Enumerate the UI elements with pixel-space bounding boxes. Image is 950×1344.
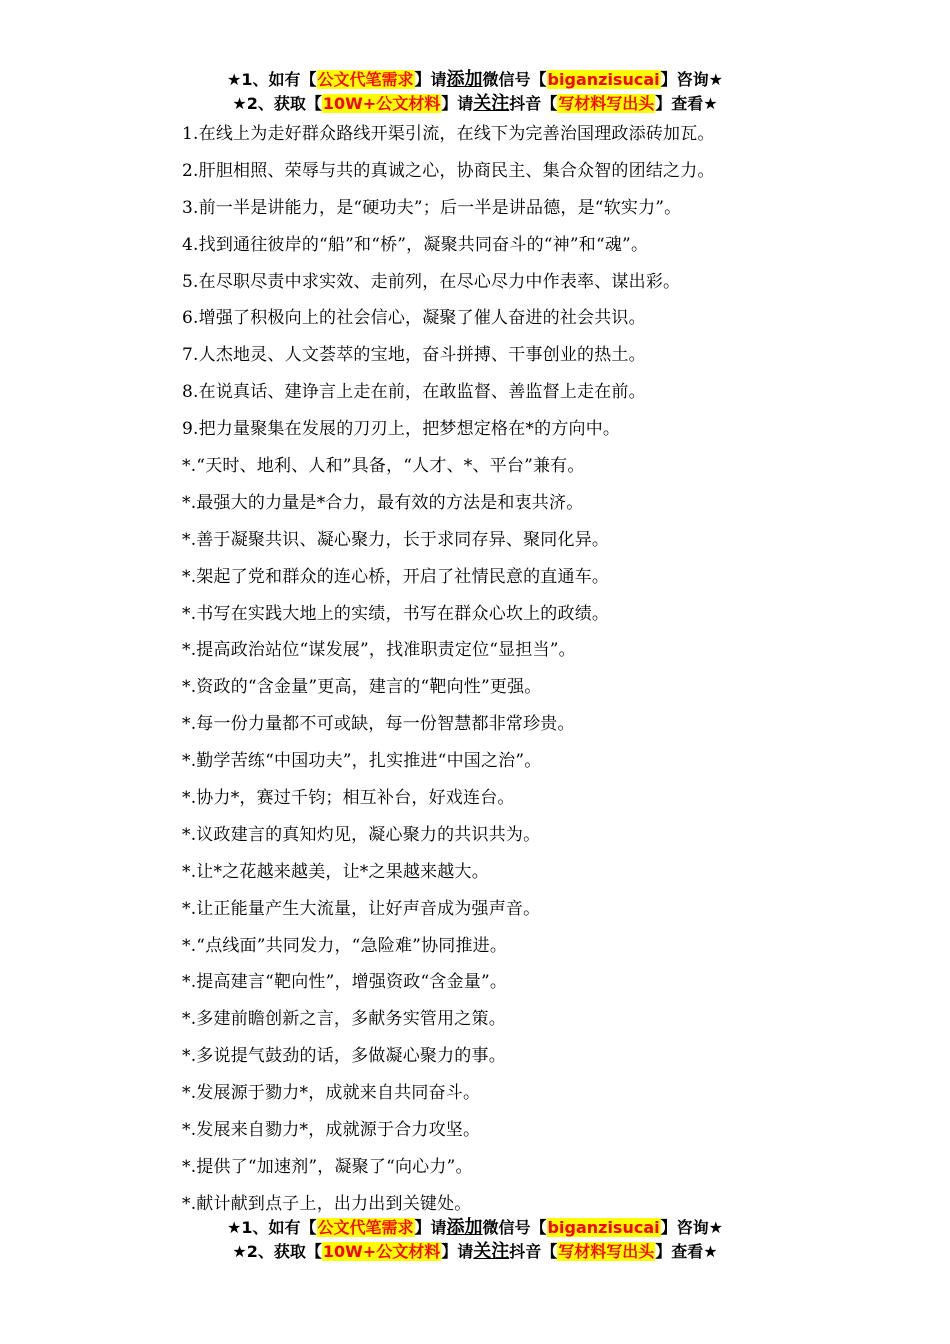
- promo-header: [0, 68, 950, 116]
- promo-underline: 关注: [473, 93, 510, 114]
- list-item: *.书写在实践大地上的实绩，书写在群众心坎上的政绩。: [182, 603, 610, 624]
- promo-text: ★1、如有【: [227, 70, 317, 89]
- list-item: 5.在尽职尽责中求实效、走前列，在尽心尽力中作表率、谋出彩。: [182, 271, 681, 292]
- list-item: 4.找到通往彼岸的“船”和“桥”，凝聚共同奋斗的“神”和“魂”。: [182, 234, 649, 255]
- list-item: 9.把力量聚集在发展的刀刃上，把梦想定格在*的方向中。: [182, 419, 621, 440]
- promo-text: ★2、获取【: [232, 94, 322, 113]
- promo-text: ★1、如有【: [227, 1218, 317, 1237]
- list-item: *.资政的“含金量”更高，建言的“靶向性”更强。: [182, 677, 542, 698]
- promo-underline: 添加: [446, 69, 483, 90]
- list-item: 2.肝胆相照、荣辱与共的真诚之心，协商民主、集合众智的团结之力。: [182, 160, 715, 181]
- promo-text: 】查看★: [655, 1242, 718, 1261]
- promo-highlight: 10W+公文材料: [322, 94, 441, 113]
- promo-underline: 添加: [446, 1217, 483, 1238]
- promo-text: 】咨询★: [660, 70, 723, 89]
- promo-underline: 关注: [473, 1241, 510, 1262]
- list-item: *.勤学苦练“中国功夫”，扎实推进“中国之治”。: [182, 751, 542, 772]
- list-item: *.协力*，赛过千钧；相互补台，好戏连台。: [182, 788, 515, 809]
- list-item: *.让*之花越来越美，让*之果越来越大。: [182, 861, 489, 882]
- list-item: 8.在说真话、建诤言上走在前，在敢监督、善监督上走在前。: [182, 382, 646, 403]
- promo-line-1: [0, 1216, 950, 1240]
- list-item: *.让正能量产生大流量，让好声音成为强声音。: [182, 898, 541, 919]
- list-item: *.最强大的力量是*合力，最有效的方法是和衷共济。: [182, 492, 584, 513]
- list-item: *.献计献到点子上，出力出到关键处。: [182, 1193, 472, 1214]
- promo-text: 】请: [441, 1242, 474, 1261]
- promo-line-2: [0, 92, 950, 116]
- list-item: *.“天时、地利、人和”具备，“人才、*、平台”兼有。: [182, 456, 585, 477]
- promo-text: 】咨询★: [660, 1218, 723, 1237]
- list-item: 3.前一半是讲能力，是“硬功夫”；后一半是讲品德，是“软实力”。: [182, 197, 682, 218]
- promo-text: 】请: [441, 94, 474, 113]
- list-item: 6.增强了积极向上的社会信心，凝聚了催人奋进的社会共识。: [182, 308, 646, 329]
- promo-highlight: biganzisucai: [547, 1218, 660, 1237]
- promo-text: 抖音【: [509, 1242, 558, 1261]
- promo-text: ★2、获取【: [232, 1242, 322, 1261]
- list-item: *.议政建言的真知灼见，凝心聚力的共识共为。: [182, 824, 541, 845]
- promo-highlight: 写材料写出头: [558, 94, 655, 113]
- list-item: *.善于凝聚共识、凝心聚力，长于求同存异、聚同化异。: [182, 529, 610, 550]
- promo-text: 微信号【: [482, 1218, 547, 1237]
- promo-text: 】请: [414, 70, 447, 89]
- list-item: *.“点线面”共同发力，“急险难”协同推进。: [182, 935, 508, 956]
- list-item: *.多说提气鼓劲的话，多做凝心聚力的事。: [182, 1046, 506, 1067]
- list-item: *.发展源于勠力*，成就来自共同奋斗。: [182, 1083, 481, 1104]
- list-item: *.多建前瞻创新之言，多献务实管用之策。: [182, 1009, 506, 1030]
- promo-line-1: [0, 68, 950, 92]
- promo-highlight: 写材料写出头: [558, 1242, 655, 1261]
- promo-text: 】查看★: [655, 94, 718, 113]
- promo-text: 抖音【: [509, 94, 558, 113]
- list-item: *.发展来自勠力*，成就源于合力攻坚。: [182, 1120, 481, 1141]
- list-item: *.提高政治站位“谋发展”，找准职责定位“显担当”。: [182, 640, 576, 661]
- list-item: *.每一份力量都不可或缺，每一份智慧都非常珍贵。: [182, 714, 575, 735]
- list-item: 7.人杰地灵、人文荟萃的宝地，奋斗拼搏、干事创业的热土。: [182, 345, 646, 366]
- promo-footer: [0, 1216, 950, 1264]
- list-item: *.提供了“加速剂”，凝聚了“向心力”。: [182, 1156, 473, 1177]
- phrase-list: [182, 116, 802, 1223]
- promo-text: 】请: [414, 1218, 447, 1237]
- promo-highlight: 公文代笔需求: [317, 1218, 414, 1237]
- promo-highlight: 10W+公文材料: [322, 1242, 441, 1261]
- list-item: 1.在线上为走好群众路线开渠引流，在线下为完善治国理政添砖加瓦。: [182, 124, 715, 144]
- list-item: *.架起了党和群众的连心桥，开启了社情民意的直通车。: [182, 566, 610, 587]
- list-item: *.提高建言“靶向性”，增强资政“含金量”。: [182, 972, 508, 993]
- promo-highlight: biganzisucai: [547, 70, 660, 89]
- promo-text: 微信号【: [482, 70, 547, 89]
- promo-highlight: 公文代笔需求: [317, 70, 414, 89]
- promo-line-2: [0, 1240, 950, 1264]
